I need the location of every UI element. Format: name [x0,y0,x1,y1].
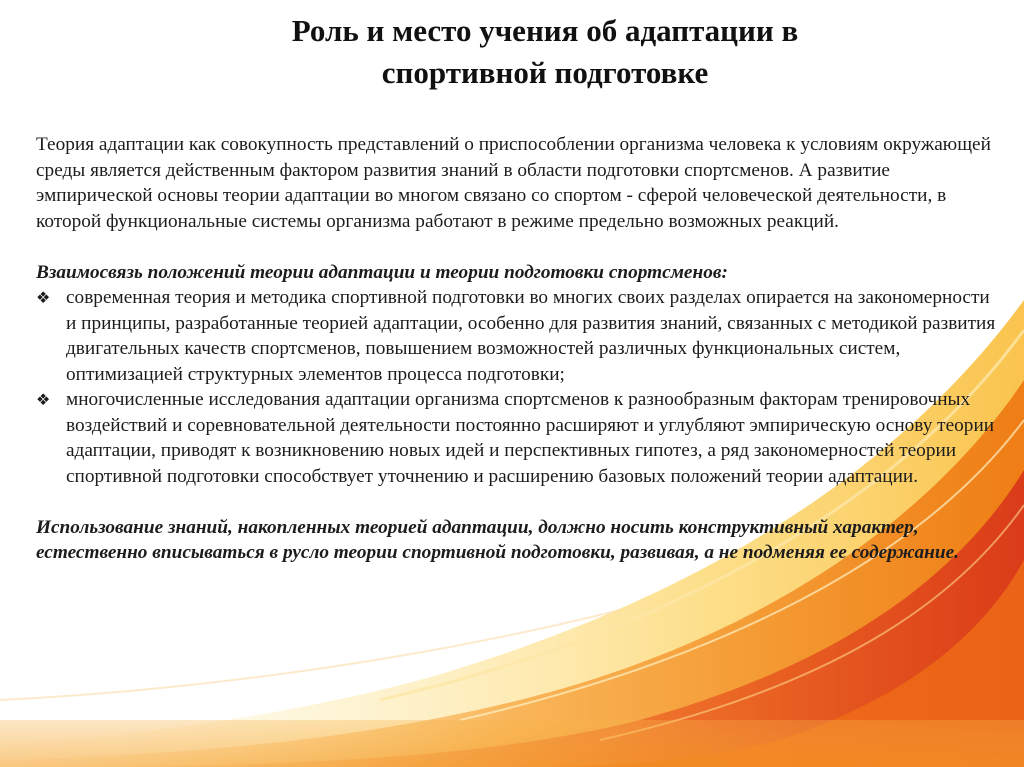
list-item [36,387,996,489]
title-line-2: спортивной подготовке [381,55,709,90]
bullet-text: многочисленные исследования адаптации организма спортсменов к разнообразным факторам тренировочных воздействий и соревновательной деятельности постоянно расширяют и углубляют эмпирическую основу теории адаптации, приводят к возникновению новых идей и перспективных гипотез, а ряд закономерностей теории спортивной подготовки способствует уточнению и расширению базовых положений теории адаптации. [66,389,995,487]
list-item [36,285,996,387]
page-title [140,10,950,94]
diamond-bullet-icon: ❖ [36,390,51,409]
diamond-bullet-icon: ❖ [36,288,51,307]
section-subheading: Взаимосвязь положений теории адаптации и теории подготовки спортсменов: [36,261,728,283]
spacer [36,489,996,515]
bullet-list [36,285,996,489]
title-line-1: Роль и место учения об адаптации в [291,13,799,48]
bullet-text: современная теория и методика спортивной подготовки во многих своих разделах опирается на закономерности и принципы, разработанные теорией адаптации, особенно для развития знаний, связанных с методикой развития двигательных качеств спортсменов, повышением возможностей различных функциональных систем, оптимизацией структурных элементов процесса подготовки; [66,287,996,385]
intro-paragraph: Теория адаптации как совокупность представлений о приспособлении организма человека к условиям окружающей среды является действенным фактором развития знаний в области подготовки спортсменов. А развитие эмпирической основы теории адаптации во многом связано со спортом - сферой человеческой деятельности, в которой функциональные системы организма работают в режиме предельно возможных реакций. [36,134,991,232]
spacer [36,234,996,260]
slide-body [36,132,996,566]
conclusion-paragraph: Использование знаний, накопленных теорией адаптации, должно носить конструктивный характер, естественно вписываться в русло теории спортивной подготовки, развивая, а не подменяя ее содержание. [36,516,959,563]
